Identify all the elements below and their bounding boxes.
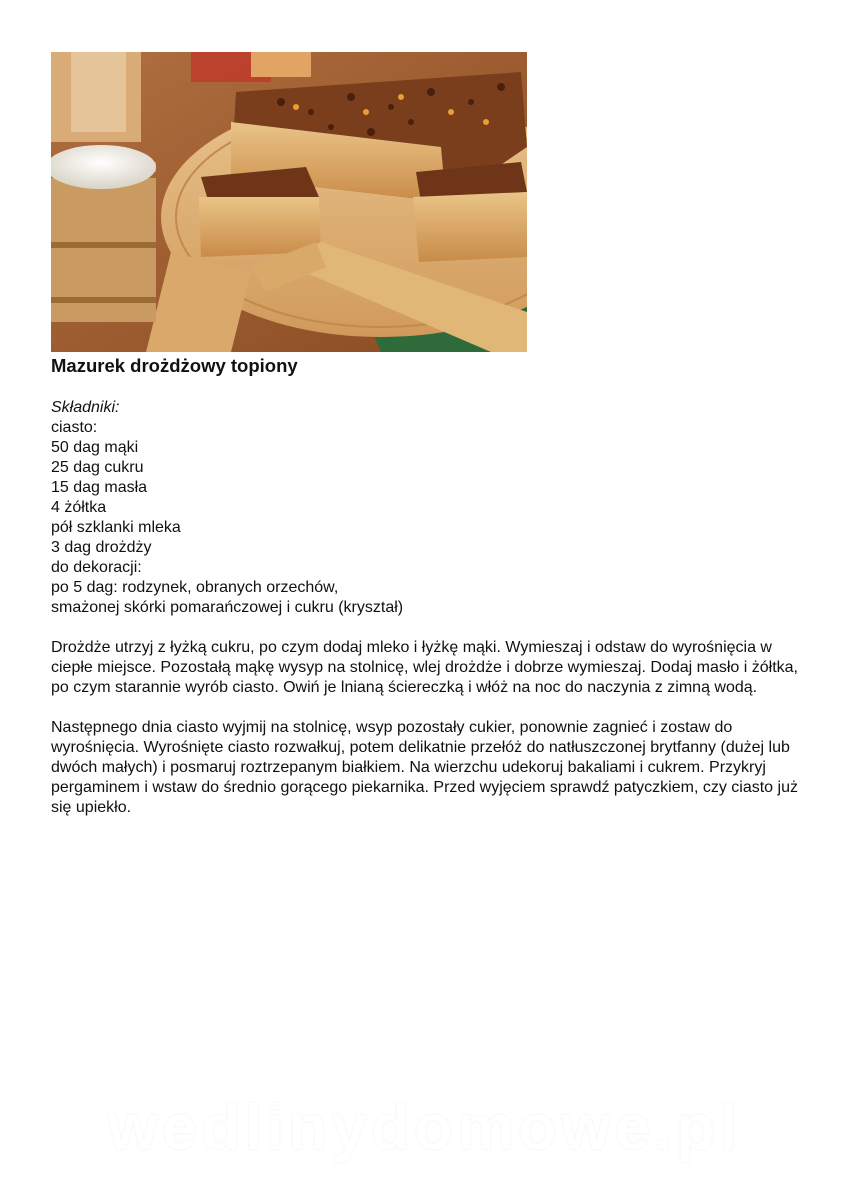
- ingredient-line: 15 dag masła: [51, 479, 148, 496]
- ingredient-line: 4 żółtka: [51, 499, 107, 516]
- ingredient-line: do dekoracji:: [51, 559, 142, 576]
- ingredient-line: pół szklanki mleka: [51, 519, 181, 536]
- ingredient-line: ciasto:: [51, 419, 98, 436]
- recipe-title: Mazurek drożdżowy topiony: [51, 355, 298, 376]
- preparation-paragraph: Następnego dnia ciasto wyjmij na stolnicę, wsyp pozostały cukier, ponownie zagnieć i zostaw do wyrośnięcia. Wyrośnięte ciasto rozwałkuj, potem delikatnie przełóż do natłuszczonej brytfanny (dużej lub dwóch małych) i posmaruj roztrzepanym białkiem. Na wierzchu udekoruj bakaliami i cukrem. Przykryj pergaminem i wstaw do średnio gorącego piekarnika. Przed wyjęciem sprawdź patyczkiem, czy ciasto już się upiekło.: [51, 719, 798, 816]
- ingredients-list: [51, 418, 811, 618]
- ingredient-line: 3 dag drożdży: [51, 539, 152, 556]
- cake-photo-illustration: [51, 52, 527, 352]
- ingredient-line: smażonej skórki pomarańczowej i cukru (kryształ): [51, 599, 404, 616]
- ingredients-label: Składniki:: [51, 399, 120, 416]
- ingredient-line: 50 dag mąki: [51, 439, 139, 456]
- ingredient-line: po 5 dag: rodzynek, obranych orzechów,: [51, 579, 339, 596]
- recipe-content: [51, 398, 811, 834]
- preparation-paragraph: Drożdże utrzyj z łyżką cukru, po czym dodaj mleko i łyżkę mąki. Wymieszaj i odstaw do wyrośnięcia w ciepłe miejsce. Pozostałą mąkę wysyp na stolnicę, wlej drożdże i dobrze wymieszaj. Dodaj masło i żółtka, po czym starannie wyrób ciasto. Owiń je lnianą ściereczką i włóż na noc do naczynia z zimną wodą.: [51, 639, 798, 696]
- recipe-photo: [51, 52, 527, 352]
- watermark: wedlinydomowe.pl: [108, 1091, 741, 1163]
- ingredient-line: 25 dag cukru: [51, 459, 144, 476]
